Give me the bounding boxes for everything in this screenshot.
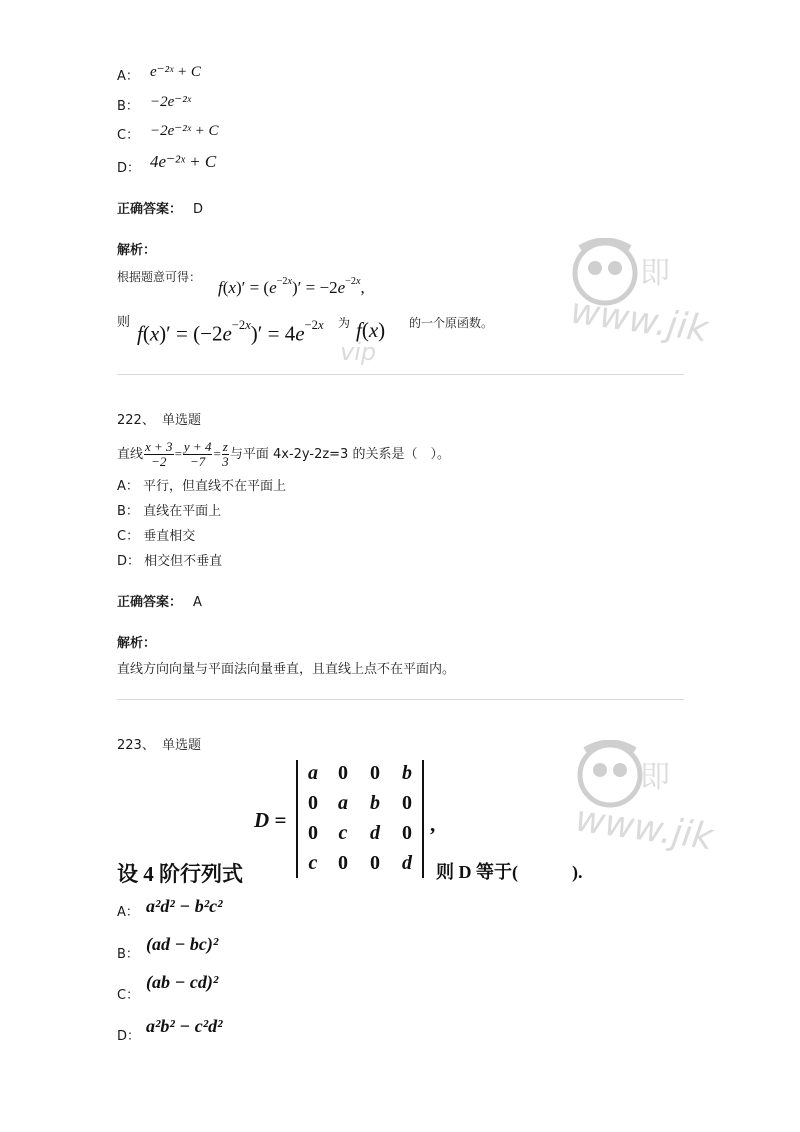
answer-value: A — [193, 595, 202, 610]
matrix-cell: 0 — [370, 762, 380, 784]
option-c-label: C： — [117, 128, 140, 143]
question-type: 单选题 — [162, 413, 202, 428]
matrix-comma: , — [430, 812, 436, 836]
analysis-line1-prefix: 根据题意可得： — [117, 270, 202, 284]
option-text: 垂直相交 — [143, 529, 196, 544]
divider — [117, 699, 684, 700]
watermark-text: 即 — [640, 256, 670, 291]
fraction-1-num: x + 3 — [145, 439, 173, 454]
fraction-1-den: −2 — [151, 454, 167, 469]
option-text: 平行，但直线不在平面上 — [143, 479, 287, 494]
watermark-url: www.jik — [567, 290, 711, 351]
answer-value: D — [193, 202, 204, 217]
analysis-line1-formula: $f(x)' = (e^{-2x})' = -2e^{-2x}$, — [218, 276, 365, 298]
matrix-cell: 0 — [308, 792, 318, 814]
option-a — [117, 478, 286, 496]
option-c-formula: −2e⁻²ˣ + C — [150, 123, 219, 139]
question-number: 223、 — [117, 738, 155, 753]
analysis-text: 直线方向向量与平面法向量垂直，且直线上点不在平面内。 — [117, 662, 456, 677]
fraction-3 — [222, 440, 229, 469]
option-label: A： — [117, 479, 139, 494]
watermark-vip: vip — [340, 338, 377, 366]
matrix-cell: 0 — [402, 792, 412, 814]
analysis-line2-prefix: 则 — [117, 315, 131, 330]
matrix-cell: c — [308, 852, 318, 874]
fraction-2-num: y + 4 — [183, 439, 212, 454]
stem-suffix: 与平面 4x-2y-2z=3 的关系是（ ）。 — [229, 447, 450, 462]
watermark-panda-1 — [570, 238, 640, 312]
matrix-cell: a — [308, 762, 318, 784]
option-c-formula: (ab − cd)² — [146, 972, 219, 992]
question-stem: 直线 $\frac{x + 3}{-2}$ = $\frac{y + 4}{-7}$ = $\frac{z}{3}$ 与平面 4x-2y-2z=3 的关系是（ ）。 — [117, 439, 450, 469]
option-b-formula: −2e⁻²ˣ — [150, 94, 191, 110]
watermark-url-2: www.jik — [572, 798, 716, 859]
option-text: 相交但不垂直 — [144, 554, 223, 569]
option-d-label: D： — [117, 161, 141, 176]
option-c-label: C： — [117, 988, 140, 1003]
question-type: 单选题 — [162, 738, 202, 753]
option-b — [117, 503, 221, 521]
fraction-2-den: −7 — [190, 454, 206, 469]
stem-prefix: 设 4 阶行列式 — [117, 862, 243, 886]
option-label: C： — [117, 529, 140, 544]
matrix-cell: d — [370, 822, 380, 844]
matrix-cell: 0 — [308, 822, 318, 844]
stem-prefix: 直线 — [117, 447, 144, 462]
analysis-line2-suffix: 的一个原函数。 — [409, 316, 494, 330]
matrix-cell: d — [402, 852, 412, 874]
option-label: B： — [117, 504, 139, 519]
panda-logo-icon — [570, 238, 640, 308]
matrix-cell: b — [370, 792, 380, 814]
question-number: 222、 — [117, 413, 155, 428]
watermark-text-2: 即 — [640, 760, 670, 795]
option-a-formula: a²d² − b²c² — [146, 896, 223, 916]
matrix-cell: c — [338, 822, 348, 844]
matrix-cell: b — [402, 762, 412, 784]
determinant-matrix — [296, 760, 426, 878]
option-b-formula: (ad − bc)² — [146, 934, 219, 954]
option-a-label: A： — [117, 905, 139, 920]
analysis-line2-fx: f(x) — [356, 318, 386, 342]
option-d-formula: a²b² − c²d² — [146, 1016, 223, 1036]
option-a-formula: e⁻²ˣ + C — [150, 64, 201, 80]
matrix-cell: 0 — [338, 852, 348, 874]
option-d — [117, 553, 222, 571]
fraction-3-den: 3 — [222, 454, 229, 469]
analysis-line2-formula: $f(x)' = (-2e^{-2x})' = 4e^{-2x}$ — [137, 318, 324, 346]
fraction-2 — [183, 440, 213, 469]
analysis-label: 解析： — [117, 243, 157, 258]
determinant-label: D = — [254, 808, 287, 832]
answer-label: 正确答案： — [117, 202, 183, 217]
answer-label: 正确答案： — [117, 595, 183, 610]
stem-suffix: 则 D 等于( ). — [436, 862, 583, 882]
analysis-label: 解析： — [117, 636, 157, 651]
option-d-formula: 4e⁻²ˣ + C — [150, 152, 217, 171]
analysis-line2-mid: 为 — [338, 316, 351, 330]
option-a-label: A： — [117, 69, 139, 84]
option-b-label: B： — [117, 99, 139, 114]
fraction-1 — [144, 440, 174, 469]
watermark-panda-2 — [575, 740, 645, 814]
option-label: D： — [117, 554, 141, 569]
option-b-label: B： — [117, 947, 139, 962]
matrix-cell: a — [338, 792, 348, 814]
matrix-cell: 0 — [402, 822, 412, 844]
option-d-label: D： — [117, 1029, 141, 1044]
divider — [117, 374, 684, 375]
fraction-3-num: z — [222, 439, 228, 454]
matrix-cell: 0 — [338, 762, 348, 784]
panda-logo-icon — [575, 740, 645, 810]
option-c — [117, 528, 195, 546]
matrix-cell: 0 — [370, 852, 380, 874]
option-text: 直线在平面上 — [143, 504, 222, 519]
